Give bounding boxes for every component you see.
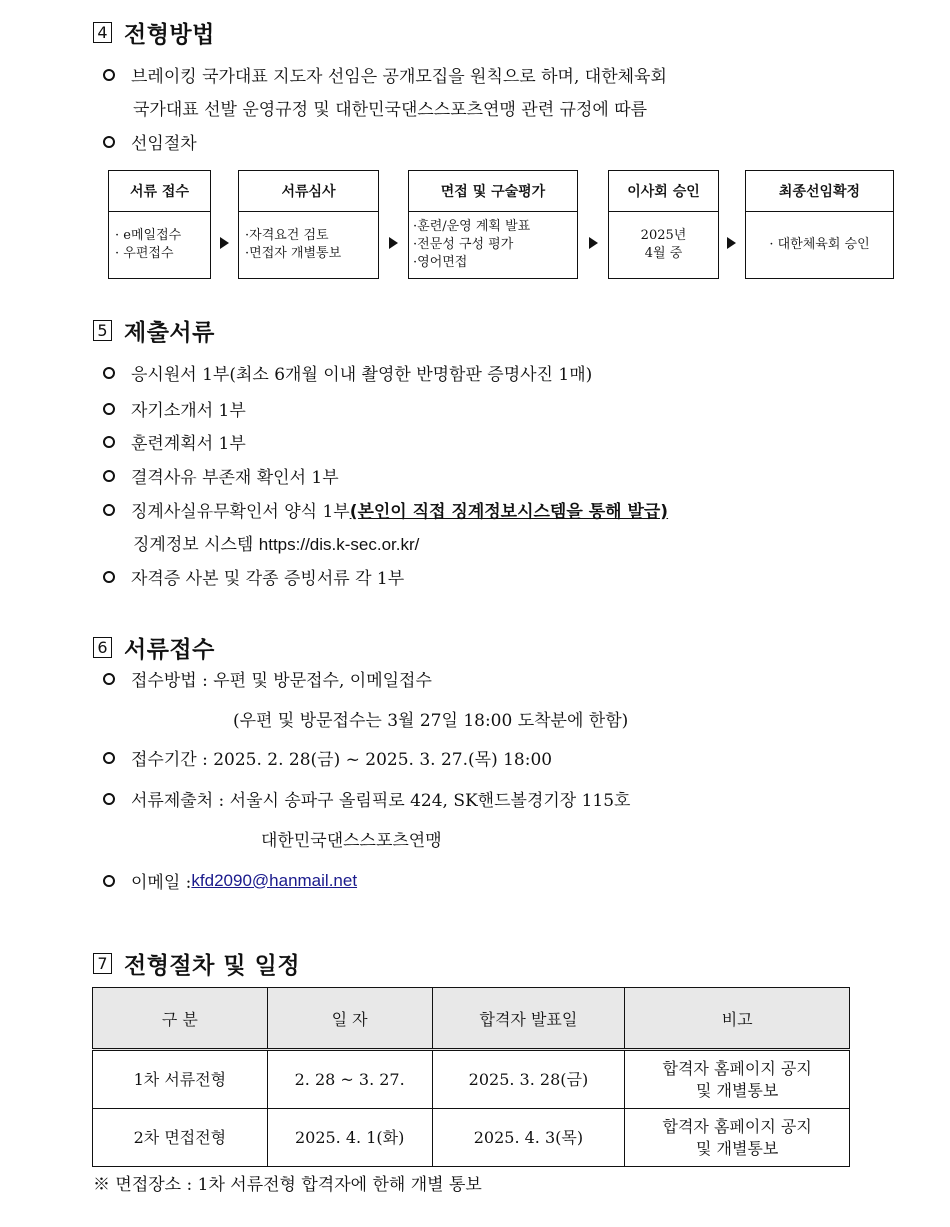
- section-title: 서류접수: [124, 636, 215, 663]
- section-title: 전형방법: [124, 21, 215, 48]
- bullet-item: 선임절차: [103, 129, 197, 154]
- bullet-item: 이메일 : kfd2090@hanmail.net: [103, 868, 357, 893]
- bullet-item: 결격사유 부존재 확인서 1부: [103, 463, 339, 488]
- column-header: 일 자: [267, 988, 432, 1050]
- bullet-circle-icon: [103, 504, 115, 516]
- bullet-circle-icon: [103, 752, 115, 764]
- bullet-item: 브레이킹 국가대표 지도자 선임은 공개모집을 원칙으로 하며, 대한체육회: [103, 62, 667, 87]
- bullet-circle-icon: [103, 69, 115, 81]
- bullet-circle-icon: [103, 571, 115, 583]
- section-5-heading: [93, 315, 215, 345]
- section-number: 5: [93, 320, 112, 341]
- table-row: [93, 1050, 850, 1109]
- method-note: (우편 및 방문접수는 3월 27일 18:00 도착분에 한함): [233, 711, 629, 731]
- system-url: https://dis.k-sec.or.kr/: [258, 535, 420, 554]
- table-header-row: [93, 988, 850, 1050]
- section-6-heading: [93, 632, 215, 662]
- section-number: 7: [93, 953, 112, 974]
- stage-cell: 1차 서류전형: [93, 1050, 268, 1109]
- arrow-right-icon: [589, 237, 598, 249]
- flow-step-interview: 면접 및 구술평가 ·훈련/운영 계획 발표 ·전문성 구성 평가 ·영어면접: [408, 170, 578, 279]
- bold-note: (본인이 직접 징계정보시스템을 통해 발급): [349, 502, 669, 522]
- arrow-right-icon: [220, 237, 229, 249]
- bullet-continuation: 국가대표 선발 운영규정 및 대한민국댄스스포츠연맹 관련 규정에 따름: [133, 100, 648, 120]
- section-4-heading: [93, 17, 215, 47]
- schedule-table: [92, 987, 850, 1167]
- arrow-right-icon: [727, 237, 736, 249]
- address-continuation: 대한민국댄스스포츠연맹: [261, 831, 442, 851]
- table-row: [93, 1109, 850, 1167]
- bullet-circle-icon: [103, 673, 115, 685]
- bullet-continuation: 징계정보 시스템 https://dis.k-sec.or.kr/: [133, 535, 420, 555]
- bullet-circle-icon: [103, 367, 115, 379]
- footnote: ※ 면접장소 : 1차 서류전형 합격자에 한해 개별 통보: [93, 1175, 482, 1195]
- arrow-right-icon: [389, 237, 398, 249]
- flow-step-board-approval: 이사회 승인 2025년 4월 중: [608, 170, 719, 279]
- bullet-circle-icon: [103, 136, 115, 148]
- section-7-heading: [93, 948, 300, 978]
- section-number: 4: [93, 22, 112, 43]
- bullet-item: 훈련계획서 1부: [103, 429, 246, 454]
- bullet-item: 징계사실유무확인서 양식 1부 (본인이 직접 징계정보시스템을 통해 발급): [103, 497, 668, 522]
- bullet-item: 접수방법 : 우편 및 방문접수, 이메일접수: [103, 666, 432, 691]
- note-cell: 합격자 홈페이지 공지 및 개별통보: [625, 1050, 850, 1109]
- bullet-circle-icon: [103, 403, 115, 415]
- bullet-item: 접수기간 : 2025. 2. 28(금) ~ 2025. 3. 27.(목) 18:00: [103, 745, 552, 770]
- bullet-item: 자기소개서 1부: [103, 396, 246, 421]
- announce-cell: 2025. 4. 3(목): [432, 1109, 625, 1167]
- column-header: 합격자 발표일: [432, 988, 625, 1050]
- announce-cell: 2025. 3. 28(금): [432, 1050, 625, 1109]
- column-header: 비고: [625, 988, 850, 1050]
- column-header: 구 분: [93, 988, 268, 1050]
- bullet-circle-icon: [103, 875, 115, 887]
- bullet-circle-icon: [103, 470, 115, 482]
- stage-cell: 2차 면접전형: [93, 1109, 268, 1167]
- email-link[interactable]: kfd2090@hanmail.net: [191, 870, 358, 890]
- bullet-circle-icon: [103, 793, 115, 805]
- section-number: 6: [93, 637, 112, 658]
- bullet-item: 서류제출처 : 서울시 송파구 올림픽로 424, SK핸드볼경기장 115호: [103, 786, 630, 811]
- flow-step-document-review: 서류심사 ·자격요건 검토 ·면접자 개별통보: [238, 170, 379, 279]
- flow-step-document-receipt: 서류 접수 · e메일접수 · 우편접수: [108, 170, 211, 279]
- note-cell: 합격자 홈페이지 공지 및 개별통보: [625, 1109, 850, 1167]
- section-title: 전형절차 및 일정: [124, 952, 301, 979]
- bullet-item: 자격증 사본 및 각종 증빙서류 각 1부: [103, 564, 404, 589]
- date-cell: 2. 28 ~ 3. 27.: [267, 1050, 432, 1109]
- flow-step-final-confirmation: 최종선임확정 · 대한체육회 승인: [745, 170, 894, 279]
- date-cell: 2025. 4. 1(화): [267, 1109, 432, 1167]
- bullet-circle-icon: [103, 436, 115, 448]
- section-title: 제출서류: [124, 319, 215, 346]
- bullet-item: 응시원서 1부(최소 6개월 이내 촬영한 반명함판 증명사진 1매): [103, 360, 592, 385]
